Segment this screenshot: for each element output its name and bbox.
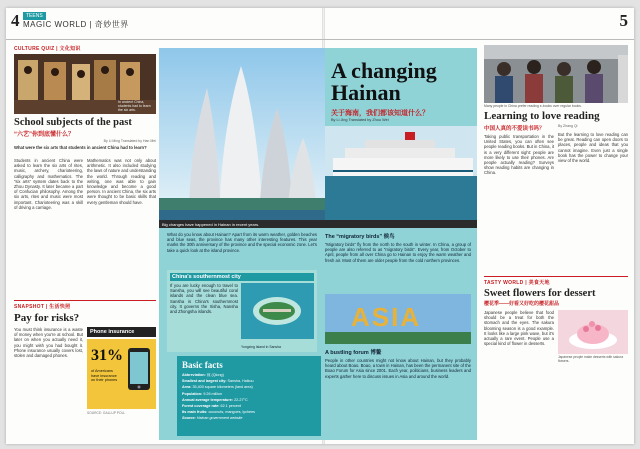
insurance-percent: 31% (91, 347, 123, 364)
feature-intro: What do you know about Hainan? Apart from its warm weather, golden beaches and blue seas, the province has many other interesting features. This year marks the 30th anniversary of the province and the special economic zone. Let's take a quick look at the island province. (167, 232, 317, 253)
fact-row: Smallest and largest city: Sansha, Haikou (182, 379, 254, 384)
fact-row: Area: 35,400 square kilometers (land area) (182, 385, 253, 390)
dessert-section-tag: TASTY WORLD | 美食天地 (484, 280, 550, 286)
phone-insurance-title: Phone insurance (87, 327, 156, 337)
basic-facts-title: Basic facts (182, 360, 223, 370)
fact-row: Population: 9.26 million (182, 391, 222, 396)
snapshot-article (14, 300, 156, 444)
culture-section-tag: CULTURE QUIZ | 文化知识 (14, 46, 81, 52)
reading-text: Taking public transportation in the United States, you can often see people reading books. But in China, it is a very different sight: people are more likely to use their phones. Are people actually reading? Surveys show reading habits are changing in China. (484, 134, 554, 176)
reading-text-2: But the learning to love reading can be great. Reading can open doors to places, people and ideas that you cannot imagine. Even just a single book has the power to change your view of the world. (558, 132, 628, 164)
culture-article (14, 45, 156, 273)
reading-article (484, 45, 628, 292)
cruise-ship-illustration (325, 126, 477, 220)
fact-row: Source: Hainan government website (182, 416, 243, 421)
fact-row: Forest coverage rate: 62.1 percent (182, 404, 242, 409)
sansha-heading: China's southernmost city (170, 273, 314, 281)
newspaper-spread (6, 8, 634, 444)
feature-title: A changing Hainan (331, 58, 437, 105)
yongxing-map (241, 283, 314, 351)
snapshot-title: Pay for risks? (14, 312, 80, 324)
left-page-number: 4 (11, 11, 20, 30)
hainan-towers-photo (159, 48, 325, 220)
sansha-sidebar (167, 270, 317, 352)
dessert-title: Sweet flowers for dessert (484, 288, 596, 299)
asia-sign-letters (351, 302, 421, 333)
migratory-text: “Migratory birds” fly from the north to the south in winter. In China, a group of people are also referred to as “migratory birds”. Every year, from October to April, people from all over China go to Hainan to enjoy the warm weather and fresh air. Most of them are older people from the cold northern provinces. (325, 242, 471, 263)
right-page-header (324, 8, 634, 40)
reading-subtitle: 中国人真的不爱读书吗？ (484, 126, 545, 132)
culture-photo-caption: In ancient China, students had to learn the six arts. (118, 100, 151, 112)
smartphone-icon (127, 347, 151, 391)
cruise-ship-photo (325, 126, 477, 220)
reading-byline: By Zhang Qi (558, 124, 578, 128)
dessert-subtitle: 樱花季——好看又好吃的樱花甜品 (484, 301, 560, 307)
culture-column-1: Students in ancient China were asked to learn the six arts of rites, music, archery, charioteering, calligraphy and mathematics. The “six arts” system dates back to the Zhou Dynasty. It later became a part of Confucian philosophy. Among the six arts, rites and music were most important. Charioteering was a skill of driving a carriage. (14, 158, 83, 210)
culture-photo (14, 54, 156, 114)
phone-insurance-source: SOURCE: GALLUP POLL (87, 411, 126, 415)
asia-sign-photo (325, 294, 471, 344)
culture-title: School subjects of the past (14, 117, 132, 128)
phone-insurance-graphic (87, 327, 156, 444)
sansha-text: If you are lucky enough to travel to Sansha, you will see beautiful coral islands and the clean blue sea. Sansha is China's southernmost city. It governs the Xisha, Nansha and Zhongsha islands. (170, 283, 238, 315)
feature-photo-caption: Big changes have happened in Hainan in recent years. (159, 220, 477, 228)
feature-subtitle: 关于海南，我们都该知道什么？ (331, 110, 429, 117)
reading-photo-caption: Many people in China prefer reading e-books over regular books. (484, 104, 582, 108)
subway-readers-photo (484, 45, 628, 103)
dessert-photo (558, 310, 628, 354)
asia-sign-text: ASIA (351, 302, 422, 332)
snapshot-text: You must think insurance is a waste of money when you're at school. But later on when you actually need it, you might wish you had bought it. Phone insurance usually covers lost, stolen and damaged phones. (14, 327, 83, 359)
dessert-text: Japanese people believe that food should be a treat for both the stomach and the eyes. The sakura blooming season is a good example. It looks like a large pink wave, but it's actually a rare event. People use a special kind of flower in desserts. (484, 310, 554, 347)
insurance-percent-caption: of Americans have insurance on their phones (91, 369, 118, 382)
migratory-section (325, 232, 471, 294)
fact-row: Annual average temperature: 22-27°C (182, 397, 248, 402)
basic-facts-box (177, 356, 321, 436)
hainan-feature (159, 48, 477, 440)
yongxing-caption: Yongxing Island in Sansha (241, 345, 281, 349)
sakura-dessert-photo (558, 310, 628, 354)
fact-row: Abbreviation: 琼 (Qiong) (182, 373, 224, 377)
hainan-skyline-photo (159, 48, 325, 220)
migratory-heading: The “migratory birds” 候鸟 (325, 234, 395, 240)
culture-intro: What were the six arts that students in ancient China had to learn? (14, 145, 147, 150)
forum-text: People in other countries might not know about Hainan, but they probably heard about Boao. Boao, a town in Hainan, has been the permanent site of the Boao Forum for Asia since 2001. Each year, politicians, business leaders and experts gather here to discuss issues in Asia and around the world. (325, 358, 471, 379)
left-page-tag: TEENS (23, 12, 46, 20)
culture-subtitle: “六艺”你到底懂什么？ (14, 132, 75, 138)
forum-heading: A bustling forum 博鳌 (325, 350, 382, 356)
reading-title: Learning to love reading (484, 110, 600, 122)
reading-photo (484, 45, 628, 103)
culture-column-2: Mathematics was not only about arithmetic. It also included studying the laws of nature and understanding the world. Through reading and writing, one was able to gain knowledge and become a good person. In ancient China, the six arts were thought to be basic skills that every gentleman should have. (87, 158, 156, 205)
phone-insurance-panel (87, 339, 156, 409)
left-page-title: MAGIC WORLD | 奇妙世界 (23, 20, 129, 29)
dessert-photo-caption: Japanese people make desserts with sakura flowers. (558, 355, 624, 363)
feature-byline: By Li Jing Translated by Zhou Wei (331, 118, 389, 122)
forum-section (325, 348, 471, 440)
culture-byline: By Li Ming Translated by Han Mei (103, 139, 156, 143)
dessert-article (484, 276, 628, 438)
left-page-header (6, 8, 324, 40)
right-page-number: 5 (619, 11, 628, 30)
snapshot-section-tag: SNAPSHOT | 生活快照 (14, 304, 71, 310)
island-aerial-photo (241, 283, 314, 339)
fact-row: Its main fruits: coconuts, mangoes, lychees (182, 410, 255, 415)
